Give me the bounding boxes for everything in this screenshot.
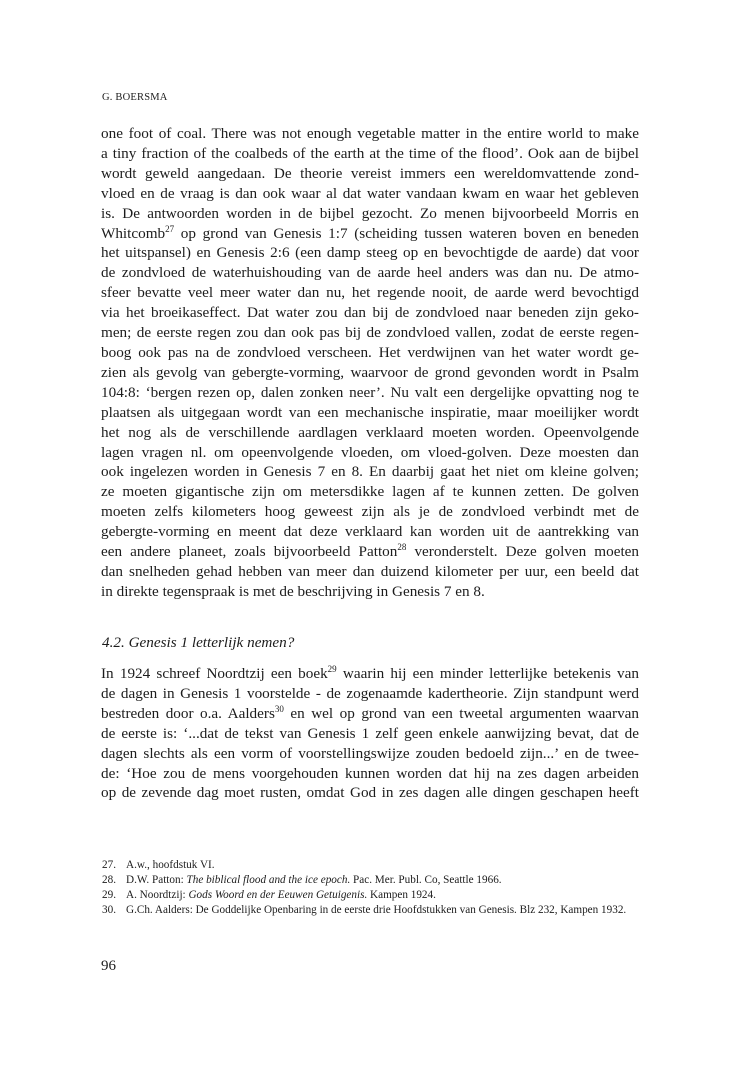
text-line: 104:8: ‘bergen rezen op, dalen zonken neer’. Nu valt een dergelijke opvatting nog te (101, 383, 639, 401)
text-line: via het broeikaseffect. Dat water zou dan bij de zondvloed naar beneden zijn geko- (101, 304, 639, 322)
footnote-number: 27. (102, 859, 116, 871)
text-run: een andere planeet, zoals bijvoorbeeld Patton (101, 543, 398, 561)
text-line: one foot of coal. There was not enough vegetable matter in the entire world to make (101, 125, 639, 142)
text-line: wordt geweld aangedaan. De theorie vereist immers een wereldomvattende zond- (101, 164, 639, 182)
text-line: de dagen in Genesis 1 voorstelde - de zogenaamde kadertheorie. Zijn standpunt werd (101, 684, 639, 702)
text-run: waarin hij een minder letterlijke betekenis van (336, 665, 639, 682)
text-run: In 1924 schreef Noordtzij een boek (101, 665, 328, 682)
footnote-text-run: A. Noordtzij: (126, 889, 189, 901)
text-line: vloed en de vraag is dan ook waar al dat water vandaan kwam en waar het gebleven (101, 184, 639, 202)
footnote-text (126, 888, 640, 903)
footnote-text-run: G.Ch. Aalders: De Goddelijke Openbaring in de eerste drie Hoofdstukken van Genesis. Blz 232, Kampen 1932. (126, 904, 627, 916)
text-line (101, 664, 639, 684)
running-head: G. BOERSMA (102, 92, 168, 103)
text-line: gebergte-vorming en meent dat deze verklaard kan worden uit de aantrekking van (101, 523, 639, 541)
text-line: dan snelheden gehad hebben van meer dan duizend kilometer per uur, een beeld dat (101, 562, 639, 580)
text-line: het uitspansel) en Genesis 2:6 (een damp steeg op en bevochtigde de aarde) dat voor (101, 244, 639, 262)
page-number: 96 (101, 958, 116, 974)
text-line: boog ook pas na de zondvloed verscheen. Het verdwijnen van het water wordt ge- (101, 343, 639, 361)
text-run: veronderstelt. Deze golven moeten (406, 543, 639, 561)
footnote-text-run: Kampen 1924. (367, 889, 436, 901)
text-line: moeten zelfs kilometers hoog geweest zijn als je de zondvloed verbindt met de (101, 503, 639, 521)
body-paragraph-1 (101, 124, 639, 602)
footnote-text (126, 873, 640, 888)
text-line: plaatsen als uitgegaan wordt van een mechanische inspiratie, maar moeilijker wordt (101, 403, 639, 421)
text-line: lagen vragen nl. om opeenvolgende vloeden, om vloed-golven. Deze moesten dan (101, 443, 639, 461)
text-run: bestreden door o.a. Aalders (101, 704, 275, 722)
text-line: het nog als de verschillende aardlagen verklaard moeten worden. Opeenvolgende (101, 423, 639, 441)
footnote-number: 28. (102, 874, 116, 886)
text-line: op de zevende dag moet rusten, omdat God in zes dagen alle dingen geschapen heeft (101, 784, 639, 802)
text-line: de eerste is: ‘...dat de tekst van Genesis 1 zelf geen enkele aanwijzing bevat, dat de (101, 724, 639, 742)
body-paragraph-2 (101, 664, 639, 803)
footnote-30 (102, 903, 640, 918)
footnote-text-run: D.W. Patton: (126, 874, 187, 886)
section-heading: 4.2. Genesis 1 letterlijk nemen? (102, 634, 295, 651)
text-line (101, 224, 639, 244)
text-run: Whitcomb (101, 224, 166, 242)
footnotes (102, 858, 640, 918)
footnote-text-run: A.w., hoofdstuk VI. (126, 859, 215, 871)
text-line (101, 704, 639, 724)
text-line: ze moeten gigantische zijn om metersdikke lagen af te kunnen zetten. De golven (101, 483, 639, 501)
text-line (101, 542, 639, 562)
footnote-text-run: Pac. Mer. Publ. Co, Seattle 1966. (350, 874, 502, 886)
footnote-27 (102, 858, 640, 873)
footnote-book-title: The biblical flood and the ice epoch. (186, 874, 351, 886)
text-run: en wel op grond van een tweetal argumenten waarvan (283, 704, 639, 722)
text-line: ook ingelezen worden in Genesis 7 en 8. En daarbij gaat het niet om kleine golven; (101, 463, 639, 481)
footnote-29 (102, 888, 640, 903)
footnote-ref-27[interactable]: 27 (165, 223, 175, 234)
footnote-28 (102, 873, 640, 888)
text-line: in direkte tegenspraak is met de beschrijving in Genesis 7 en 8. (101, 582, 485, 600)
text-line: a tiny fraction of the coalbeds of the earth at the time of the flood’. Ook aan de bijbel (101, 144, 639, 162)
text-run: op grond van Genesis 1:7 (scheiding tussen wateren boven en beneden (180, 224, 639, 242)
footnote-text (126, 858, 640, 873)
text-line: de: ‘Hoe zou de mens voorgehouden kunnen worden dat hij na zes dagen arbeiden (101, 764, 639, 782)
text-line: sfeer bevatte veel meer water dan nu, het regende nooit, de aarde werd bevochtigd (101, 284, 639, 302)
text-line: dagen slechts als een vorm of voorstellingswijze zouden bedoeld zijn...’ en de twee- (101, 744, 639, 762)
text-line: is. De antwoorden worden in de bijbel gezocht. Zo menen bijvoorbeeld Morris en (101, 204, 639, 222)
footnote-ref-29[interactable]: 29 (327, 664, 337, 674)
text-line: men; de eerste regen zou dan ook pas bij de zondvloed vallen, zodat de eerste regen- (101, 324, 639, 342)
text-line: zien als gevolg van gebergte-vorming, waarvoor de grond gevonden wordt in Psalm (101, 363, 639, 381)
text-line: de zondvloed de waterhuishouding van de aarde heel anders was dan nu. De atmo- (101, 264, 639, 282)
footnote-book-title: Gods Woord en der Eeuwen Getuigenis. (188, 889, 368, 901)
footnote-ref-30[interactable]: 30 (274, 703, 284, 714)
footnote-number: 30. (102, 904, 116, 916)
footnote-number: 29. (102, 889, 116, 901)
footnote-ref-28[interactable]: 28 (397, 542, 407, 553)
footnote-text (126, 903, 640, 918)
